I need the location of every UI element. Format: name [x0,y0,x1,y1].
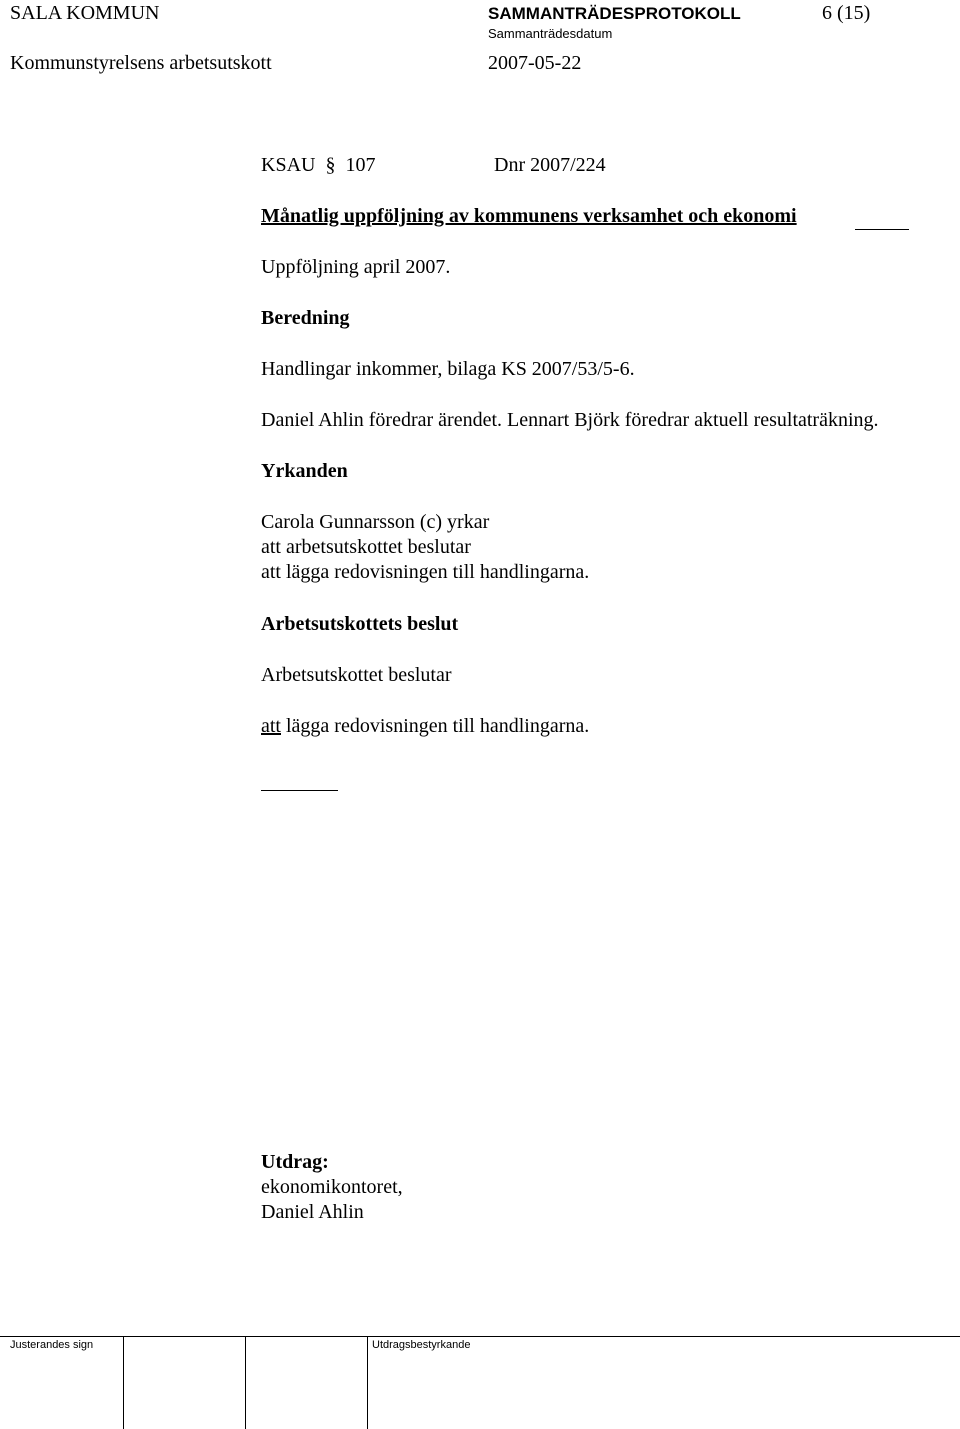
footer-top-rule [0,1336,960,1337]
extract-certifier-label: Utdragsbestyrkande [372,1339,471,1351]
footer-divider-2 [245,1336,246,1429]
decision-att-word: att [261,715,281,737]
paragraph-symbol: § [325,154,336,176]
organization-name: SALA KOMMUN [10,2,160,24]
subject-heading: Månatlig uppföljning av kommunens verksamhet och ekonomi [261,205,797,227]
committee-name: Kommunstyrelsens arbetsutskott [10,52,272,74]
meeting-date: 2007-05-22 [488,52,582,74]
section-end-rule [261,790,338,791]
intro-text: Uppföljning april 2007. [261,256,451,278]
meeting-date-label: Sammanträdesdatum [488,26,613,41]
case-dnr: Dnr 2007/224 [494,154,606,176]
preparation-line-2: Daniel Ahlin föredrar ärendet. Lennart Björk föredrar aktuell resultaträkning. [261,409,879,431]
decision-line-2-rest: lägga redovisningen till handlingarna. [281,715,590,737]
footer-divider-3 [367,1336,368,1429]
preparation-line-1: Handlingar inkommer, bilaga KS 2007/53/5-6. [261,358,635,380]
motions-line-3: att lägga redovisningen till handlingarna. [261,561,590,583]
preparation-heading: Beredning [261,307,350,329]
extract-line-1: ekonomikontoret, [261,1176,403,1198]
document-type: SAMMANTRÄDESPROTOKOLL [488,4,741,23]
motions-line-1: Carola Gunnarsson (c) yrkar [261,511,490,533]
case-reference [261,154,375,177]
decision-heading: Arbetsutskottets beslut [261,613,459,635]
extract-heading: Utdrag: [261,1151,329,1173]
case-body: KSAU [261,154,316,176]
case-number: 107 [345,154,376,176]
subject-underline-extension [855,229,909,230]
motions-heading: Yrkanden [261,460,348,482]
motions-line-2: att arbetsutskottet beslutar [261,536,471,558]
decision-line-2 [261,715,589,738]
decision-line-1: Arbetsutskottet beslutar [261,664,452,686]
adjuster-sign-label: Justerandes sign [10,1339,94,1351]
page-number: 6 (15) [822,2,871,24]
extract-line-2: Daniel Ahlin [261,1201,364,1223]
footer-divider-1 [123,1336,124,1429]
